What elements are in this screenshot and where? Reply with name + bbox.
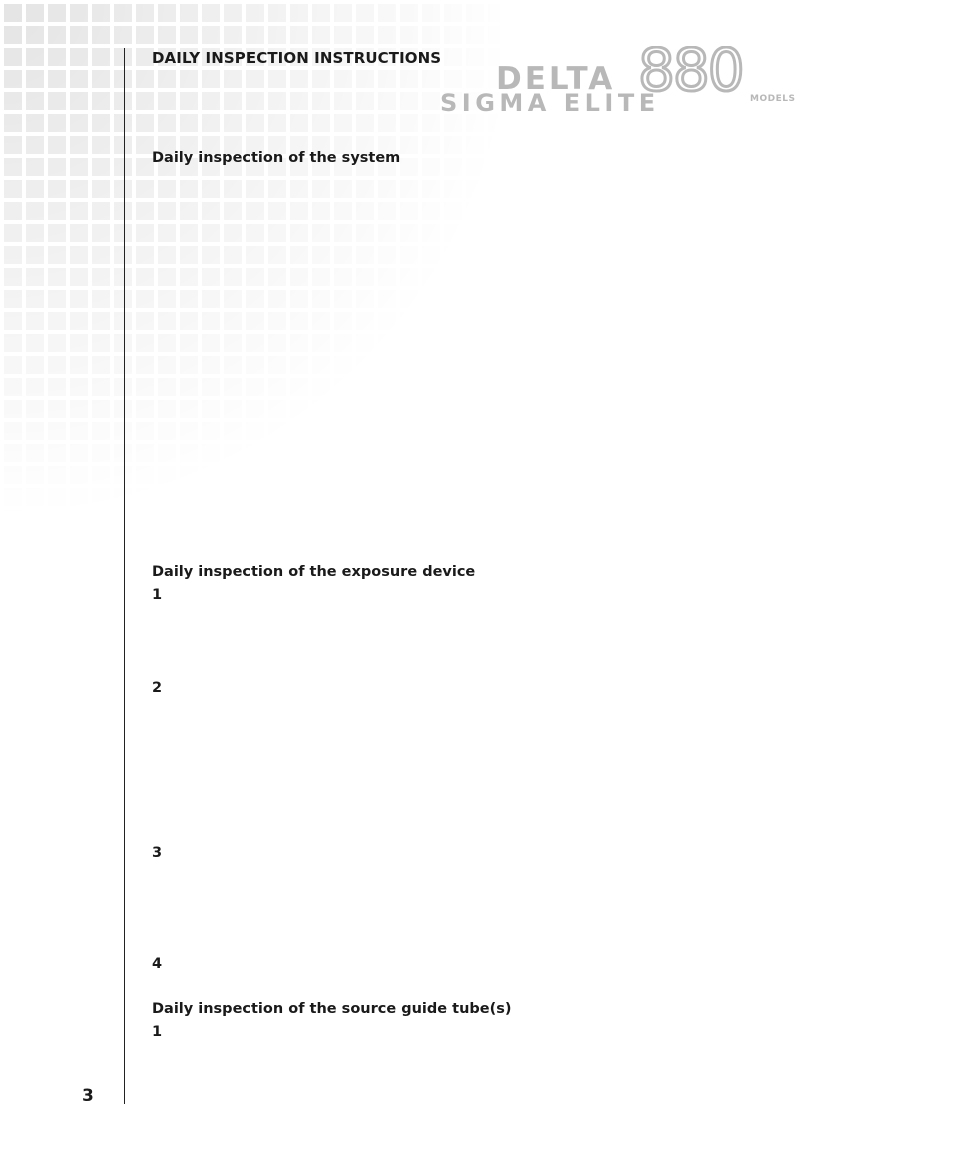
- section-heading-source-guide-tubes: Daily inspection of the source guide tube(s): [152, 1001, 512, 1017]
- delta-sigma-logo: [440, 46, 810, 116]
- logo-word-sigma-elite: SIGMA ELITE: [440, 89, 660, 116]
- section-heading-system: Daily inspection of the system: [152, 150, 401, 166]
- item-number: 1: [152, 1024, 163, 1040]
- logo-number: 880: [638, 46, 743, 104]
- item-number: 4: [152, 956, 163, 972]
- item-number: 2: [152, 680, 163, 696]
- background-grid: [0, 0, 500, 520]
- page-header-title: DAILY INSPECTION INSTRUCTIONS: [152, 49, 442, 67]
- logo-word-delta: DELTA: [496, 61, 616, 97]
- item-number: 1: [152, 587, 163, 603]
- margin-rule: [124, 48, 125, 1104]
- section-heading-exposure-device: Daily inspection of the exposure device: [152, 564, 476, 580]
- page-number: 3: [82, 1086, 94, 1106]
- logo-suffix: MODELS: [750, 94, 796, 104]
- item-number: 3: [152, 845, 163, 861]
